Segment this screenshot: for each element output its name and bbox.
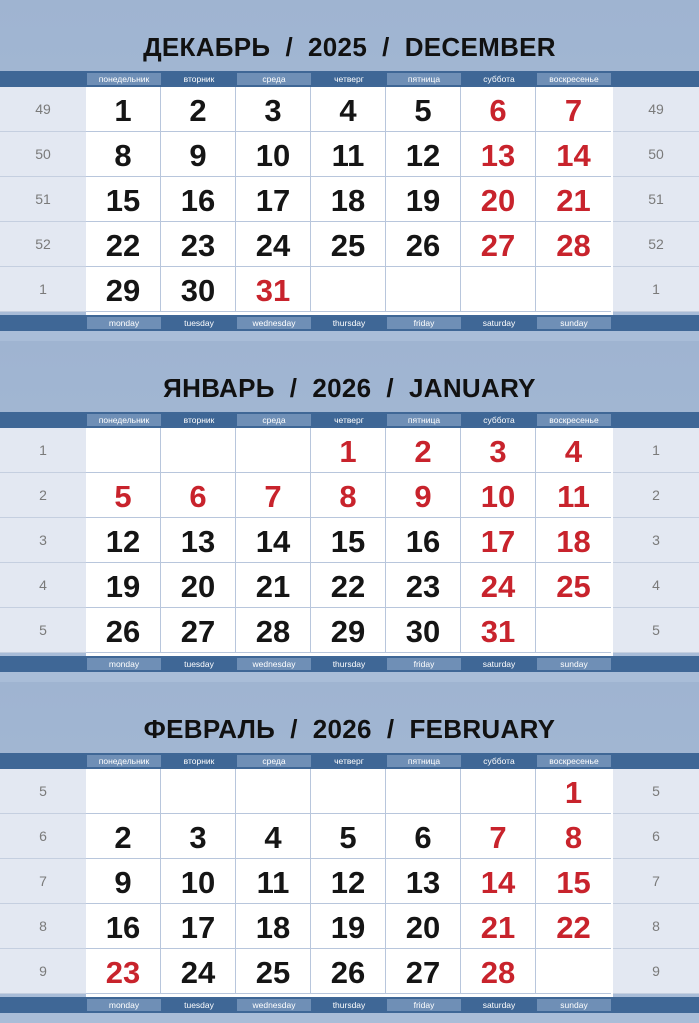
day-cell[interactable]: 4: [311, 87, 386, 132]
day-cell[interactable]: 3: [161, 814, 236, 859]
day-cell[interactable]: 17: [461, 518, 536, 563]
day-cell[interactable]: 4: [236, 814, 311, 859]
day-cell[interactable]: 1: [86, 87, 161, 132]
weekday-label: среда: [237, 414, 311, 426]
weekday-label: saturday: [462, 658, 536, 670]
week-number: 49: [613, 87, 699, 132]
day-cell[interactable]: 11: [536, 473, 611, 518]
day-cell[interactable]: 14: [536, 132, 611, 177]
weekday-label: saturday: [462, 317, 536, 329]
day-cell[interactable]: 28: [236, 608, 311, 653]
weekday-label: четверг: [312, 414, 386, 426]
week-number: 1: [0, 428, 86, 473]
day-cell[interactable]: 15: [311, 518, 386, 563]
week-number: 5: [0, 769, 86, 814]
day-cell[interactable]: 12: [86, 518, 161, 563]
week-number: 52: [613, 222, 699, 267]
day-grid: [86, 428, 613, 656]
day-cell[interactable]: 13: [461, 132, 536, 177]
day-cell: [386, 769, 461, 814]
day-cell: [536, 267, 611, 312]
day-cell[interactable]: 5: [386, 87, 461, 132]
day-cell: [86, 428, 161, 473]
day-cell: [311, 267, 386, 312]
weekday-label: суббота: [462, 414, 536, 426]
day-cell[interactable]: 18: [311, 177, 386, 222]
day-cell[interactable]: 17: [236, 177, 311, 222]
day-cell: [461, 769, 536, 814]
weekday-label: пятница: [387, 755, 461, 767]
day-cell[interactable]: 26: [386, 222, 461, 267]
week-number: 4: [0, 563, 86, 608]
day-cell[interactable]: 14: [461, 859, 536, 904]
day-cell[interactable]: 6: [161, 473, 236, 518]
weekday-label: вторник: [162, 414, 236, 426]
day-cell[interactable]: 31: [461, 608, 536, 653]
weekday-label: thursday: [312, 658, 386, 670]
day-cell[interactable]: 25: [311, 222, 386, 267]
weekday-label: понедельник: [87, 414, 161, 426]
week-number: 3: [0, 518, 86, 563]
weekday-label: четверг: [312, 73, 386, 85]
weekday-label: среда: [237, 755, 311, 767]
day-cell[interactable]: 9: [161, 132, 236, 177]
day-cell[interactable]: 7: [236, 473, 311, 518]
weekday-label: wednesday: [237, 999, 311, 1011]
day-cell[interactable]: 18: [236, 904, 311, 949]
week-number: 6: [0, 814, 86, 859]
day-cell[interactable]: 16: [386, 518, 461, 563]
weekday-label: вторник: [162, 755, 236, 767]
weekday-label: tuesday: [162, 658, 236, 670]
week-number-column-left: [0, 769, 86, 997]
weekday-label: воскресенье: [537, 755, 611, 767]
day-cell: [161, 428, 236, 473]
day-cell[interactable]: 19: [311, 904, 386, 949]
month-block: [0, 682, 699, 1023]
day-cell[interactable]: 27: [386, 949, 461, 994]
day-cell[interactable]: 19: [386, 177, 461, 222]
day-cell[interactable]: 15: [86, 177, 161, 222]
day-cell[interactable]: 23: [86, 949, 161, 994]
day-cell[interactable]: 9: [386, 473, 461, 518]
day-cell[interactable]: 6: [461, 87, 536, 132]
day-cell[interactable]: 8: [536, 814, 611, 859]
weekday-label: пятница: [387, 414, 461, 426]
week-number: 8: [613, 904, 699, 949]
weekday-label: воскресенье: [537, 414, 611, 426]
week-number-column-right: [613, 87, 699, 315]
day-cell[interactable]: 10: [236, 132, 311, 177]
week-number-column-right: [613, 769, 699, 997]
week-number: 9: [0, 949, 86, 994]
weekday-label: sunday: [537, 317, 611, 329]
day-cell[interactable]: 12: [311, 859, 386, 904]
day-cell[interactable]: 21: [236, 563, 311, 608]
week-number: 7: [0, 859, 86, 904]
weekday-label: friday: [387, 317, 461, 329]
day-cell[interactable]: 9: [86, 859, 161, 904]
day-cell[interactable]: 14: [236, 518, 311, 563]
weekday-label: воскресенье: [537, 73, 611, 85]
day-cell: [161, 769, 236, 814]
day-cell[interactable]: 20: [386, 904, 461, 949]
week-number-column-left: [0, 428, 86, 656]
week-number: 50: [0, 132, 86, 177]
day-cell[interactable]: 8: [311, 473, 386, 518]
day-cell: [86, 769, 161, 814]
day-cell[interactable]: 22: [311, 563, 386, 608]
day-cell[interactable]: 29: [86, 267, 161, 312]
weekday-header-ru: [0, 412, 699, 428]
weekday-label: wednesday: [237, 317, 311, 329]
month-block: [0, 341, 699, 682]
weekday-label: friday: [387, 658, 461, 670]
week-number: 52: [0, 222, 86, 267]
week-number: 5: [0, 608, 86, 653]
week-number: 7: [613, 859, 699, 904]
day-cell[interactable]: 26: [311, 949, 386, 994]
day-cell: [236, 428, 311, 473]
day-cell[interactable]: 17: [161, 904, 236, 949]
week-number: 6: [613, 814, 699, 859]
week-number: 1: [613, 267, 699, 312]
day-cell[interactable]: 10: [461, 473, 536, 518]
day-cell[interactable]: 16: [86, 904, 161, 949]
day-grid: [86, 769, 613, 997]
month-block: [0, 0, 699, 341]
month-title: ФЕВРАЛЬ / 2026 / FEBRUARY: [143, 714, 556, 744]
week-number: 50: [613, 132, 699, 177]
day-cell[interactable]: 7: [461, 814, 536, 859]
week-number: 1: [613, 428, 699, 473]
day-grid: [86, 87, 613, 315]
weekday-label: monday: [87, 658, 161, 670]
day-cell: [461, 267, 536, 312]
weekday-label: monday: [87, 999, 161, 1011]
day-cell: [311, 769, 386, 814]
day-cell[interactable]: 21: [461, 904, 536, 949]
week-number: 49: [0, 87, 86, 132]
weekday-label: saturday: [462, 999, 536, 1011]
day-cell: [236, 769, 311, 814]
week-number: 9: [613, 949, 699, 994]
weekday-label: tuesday: [162, 317, 236, 329]
weekday-header-en: [0, 656, 699, 672]
week-number: 2: [0, 473, 86, 518]
day-cell[interactable]: 28: [461, 949, 536, 994]
day-cell[interactable]: 15: [536, 859, 611, 904]
day-cell[interactable]: 1: [311, 428, 386, 473]
day-cell[interactable]: 5: [311, 814, 386, 859]
day-cell[interactable]: 22: [536, 904, 611, 949]
day-cell[interactable]: 28: [536, 222, 611, 267]
day-cell[interactable]: 5: [86, 473, 161, 518]
day-cell[interactable]: 29: [311, 608, 386, 653]
week-number: 3: [613, 518, 699, 563]
weekday-label: среда: [237, 73, 311, 85]
day-cell[interactable]: 20: [161, 563, 236, 608]
day-cell[interactable]: 20: [461, 177, 536, 222]
day-cell[interactable]: 10: [161, 859, 236, 904]
day-cell[interactable]: 26: [86, 608, 161, 653]
week-number: 2: [613, 473, 699, 518]
month-title: ЯНВАРЬ / 2026 / JANUARY: [163, 373, 536, 403]
weekday-label: пятница: [387, 73, 461, 85]
day-cell[interactable]: 19: [86, 563, 161, 608]
weekday-header-ru: [0, 753, 699, 769]
day-cell[interactable]: 31: [236, 267, 311, 312]
day-cell[interactable]: 11: [311, 132, 386, 177]
weekday-label: суббота: [462, 755, 536, 767]
day-cell[interactable]: 6: [386, 814, 461, 859]
weekday-label: четверг: [312, 755, 386, 767]
weekday-label: понедельник: [87, 755, 161, 767]
weekday-label: суббота: [462, 73, 536, 85]
weekday-label: wednesday: [237, 658, 311, 670]
weekday-label: monday: [87, 317, 161, 329]
day-cell[interactable]: 27: [161, 608, 236, 653]
day-cell[interactable]: 23: [386, 563, 461, 608]
weekday-header-ru: [0, 71, 699, 87]
day-cell[interactable]: 7: [536, 87, 611, 132]
day-cell[interactable]: 3: [461, 428, 536, 473]
day-cell[interactable]: 24: [161, 949, 236, 994]
day-cell[interactable]: 27: [461, 222, 536, 267]
weekday-label: tuesday: [162, 999, 236, 1011]
day-cell[interactable]: 2: [386, 428, 461, 473]
week-number: 4: [613, 563, 699, 608]
day-cell[interactable]: 30: [386, 608, 461, 653]
day-cell[interactable]: 18: [536, 518, 611, 563]
day-cell[interactable]: 8: [86, 132, 161, 177]
day-cell[interactable]: 25: [536, 563, 611, 608]
day-cell[interactable]: 22: [86, 222, 161, 267]
day-cell[interactable]: 2: [161, 87, 236, 132]
day-cell[interactable]: 13: [161, 518, 236, 563]
day-cell[interactable]: 23: [161, 222, 236, 267]
weekday-label: thursday: [312, 317, 386, 329]
day-cell[interactable]: 24: [461, 563, 536, 608]
day-cell[interactable]: 24: [236, 222, 311, 267]
day-cell[interactable]: 2: [86, 814, 161, 859]
day-cell[interactable]: 4: [536, 428, 611, 473]
day-cell[interactable]: 1: [536, 769, 611, 814]
day-cell[interactable]: 16: [161, 177, 236, 222]
week-number-column-left: [0, 87, 86, 315]
day-cell[interactable]: 11: [236, 859, 311, 904]
week-number: 51: [613, 177, 699, 222]
weekday-label: friday: [387, 999, 461, 1011]
day-cell[interactable]: 12: [386, 132, 461, 177]
day-cell[interactable]: 3: [236, 87, 311, 132]
weekday-label: вторник: [162, 73, 236, 85]
day-cell[interactable]: 13: [386, 859, 461, 904]
weekday-label: sunday: [537, 999, 611, 1011]
day-cell: [386, 267, 461, 312]
week-number: 5: [613, 608, 699, 653]
weekday-label: понедельник: [87, 73, 161, 85]
weekday-label: thursday: [312, 999, 386, 1011]
week-number: 8: [0, 904, 86, 949]
week-number: 51: [0, 177, 86, 222]
day-cell: [536, 949, 611, 994]
day-cell[interactable]: 25: [236, 949, 311, 994]
day-cell: [536, 608, 611, 653]
week-number-column-right: [613, 428, 699, 656]
weekday-header-en: [0, 997, 699, 1013]
weekday-label: sunday: [537, 658, 611, 670]
day-cell[interactable]: 21: [536, 177, 611, 222]
weekday-header-en: [0, 315, 699, 331]
week-number: 1: [0, 267, 86, 312]
month-title: ДЕКАБРЬ / 2025 / DECEMBER: [143, 32, 556, 62]
day-cell[interactable]: 30: [161, 267, 236, 312]
week-number: 5: [613, 769, 699, 814]
